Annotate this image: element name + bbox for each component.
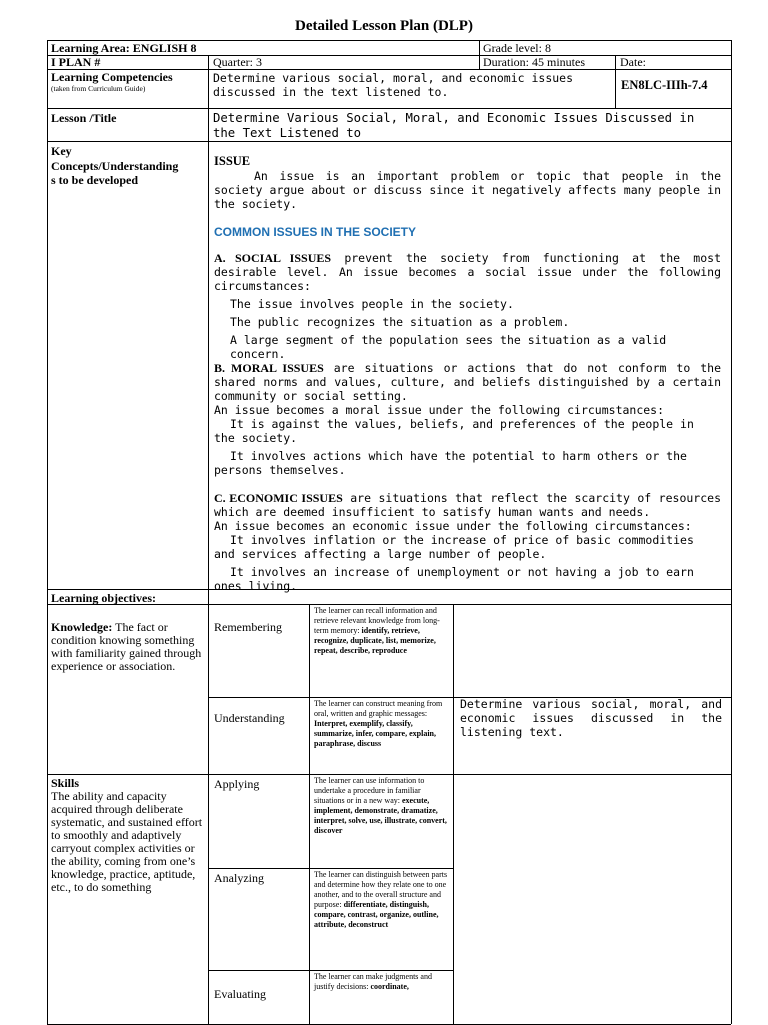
key-concepts-content [214,154,721,593]
economic-item: It involves inflation or the increase of price of basic commodities and services affecting a large number of people. [214,533,694,561]
applying-description: The learner can use information to undertake a procedure in familiar situations or in a new way: execute, implement, demonstrate, dramatize, interpret, solve, use, illustrate, convert, discover [314,776,447,835]
level-evaluating: Evaluating [214,987,266,1001]
knowledge-description: Knowledge: The fact or condition knowing something with familiarity gained through experience or association. [51,620,202,673]
learning-area: Learning Area: ENGLISH 8 [51,41,197,55]
evaluating-description: The learner can make judgments and justify decisions: coordinate, [314,972,432,991]
social-item: The issue involves people in the society. [230,297,514,311]
issue-heading: ISSUE [214,154,251,168]
social-item: A large segment of the population sees the situation as a valid concern. [230,333,667,361]
grade-level: Grade level: 8 [483,41,551,55]
economic-issues-paragraph: C. ECONOMIC ISSUES are situations that reflect the scarcity of resources which are deemed insufficient to satisfy human wants and needs. [214,491,721,519]
quarter: Quarter: 3 [213,55,262,69]
level-applying: Applying [214,777,260,791]
lesson-title-text: Determine Various Social, Moral, and Economic Issues Discussed in the Text Listened to [213,111,695,140]
duration: Duration: 45 minutes [483,55,585,69]
competencies-text: Determine various social, moral, and economic issues discussed in the text listened to. [213,71,574,99]
economic-intro: An issue becomes an economic issue under the following circumstances: [214,519,692,533]
skills-description: Skills The ability and capacity acquired through deliberate systematic, and sustained effort to smoothly and adaptively carryout complex activities or the ability, coming from one’s knowledge, practice, aptitude, etc., to do something [51,776,203,894]
competencies-sublabel: (taken from Curriculum Guide) [51,84,146,93]
competency-code: EN8LC-IIIh-7.4 [621,78,708,92]
social-issues-paragraph: A. SOCIAL ISSUES prevent the society from functioning at the most desirable level. An issue becomes a social issue under the following circumstances: [214,251,721,293]
social-item: The public recognizes the situation as a problem. [230,315,570,329]
moral-item: It involves actions which have the potential to harm others or the persons themselves. [214,449,687,477]
remembering-description: The learner can recall information and retrieve relevant knowledge from long-term memory: identify, retrieve, recognize, duplicate, list, memorize, repeat, describe, reproduce [314,606,440,655]
level-remembering: Remembering [214,620,282,634]
economic-item: It involves an increase of unemployment or not having a job to earn ones living. [214,565,694,593]
level-analyzing: Analyzing [214,871,264,885]
moral-issues-paragraph: B. MORAL ISSUES are situations or actions that do not conform to the shared norms and values, culture, and beliefs distinguished by a certain community or social setting. [214,361,722,403]
understanding-objective: Determine various social, moral, and economic issues discussed in the listening text. [460,697,722,739]
key-concepts-label: Key Concepts/Understanding s to be developed [51,144,179,187]
understanding-description: The learner can construct meaning from oral, written and graphic messages: Interpret, exemplify, classify, summarize, infer, compare, explain, paraphrase, discuss [314,699,443,748]
competencies-label: Learning Competencies [51,70,173,84]
lesson-label: Lesson /Title [51,111,117,125]
common-issues-heading: COMMON ISSUES IN THE SOCIETY [214,225,417,239]
moral-item: It is against the values, beliefs, and preferences of the people in the society. [214,417,694,445]
plan-number: I PLAN # [51,55,101,69]
objectives-label: Learning objectives: [51,591,156,605]
moral-intro: An issue becomes a moral issue under the following circumstances: [214,403,665,417]
analyzing-description: The learner can distinguish between parts and determine how they relate one to one another, and to the overall structure and purpose: differentiate, distinguish, compare, contrast, organize, outline, attribute, deconstruct [314,870,448,929]
issue-definition: An issue is an important problem or topic that people in the society argue about or discuss since it negatively affects many people in the society. [214,169,721,211]
document-title: Detailed Lesson Plan (DLP) [295,18,473,34]
date-field: Date: [620,55,646,69]
level-understanding: Understanding [214,711,285,725]
